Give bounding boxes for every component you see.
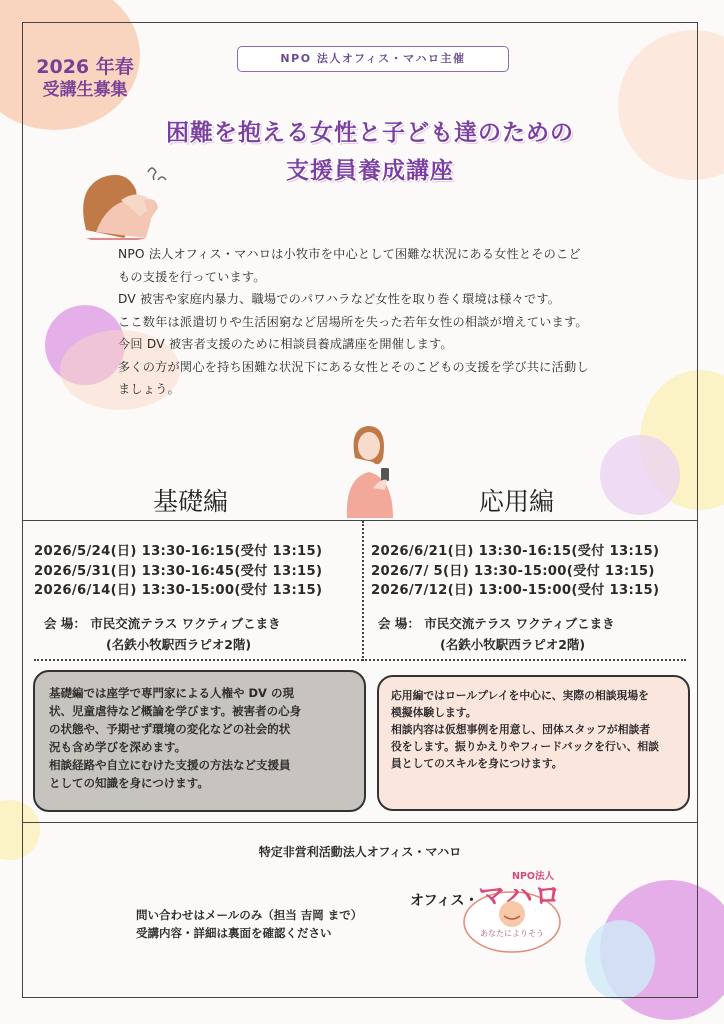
section-divider-dotted bbox=[34, 659, 686, 661]
applied-section-label: 応用編 bbox=[479, 487, 555, 516]
basic-section-label: 基礎編 bbox=[153, 487, 229, 516]
logo-prefix: オフィス・ bbox=[410, 893, 479, 909]
recruitment-badge-year: 2026 年春 bbox=[36, 56, 134, 78]
basic-venue-name: 会 場： 市民交流テラス ワクティブこまき bbox=[44, 616, 281, 631]
logo-tagline: あなたによりそう bbox=[480, 929, 544, 938]
recruitment-badge-text: 受講生募集 bbox=[42, 80, 128, 100]
basic-venue bbox=[44, 613, 281, 655]
intro-line: NPO 法人オフィス・マハロは小牧市を中心として困難な状況にある女性とそのこど bbox=[118, 247, 581, 261]
logo-npo-badge: NPO法人 bbox=[512, 871, 554, 882]
recruitment-badge bbox=[30, 56, 140, 102]
basic-venue-location: (名鉄小牧駅西ラピオ2階) bbox=[106, 637, 252, 652]
woman-with-phone-illustration bbox=[333, 418, 403, 518]
page-title-line1: 困難を抱える女性と子ども達のための bbox=[166, 120, 574, 146]
organizer-label: NPO 法人オフィス・マハロ主催 bbox=[237, 46, 509, 72]
applied-description-line: 相談内容は仮想事例を用意し、団体スタッフが相談者 bbox=[391, 723, 651, 736]
logo-main: マハロ bbox=[478, 881, 562, 912]
basic-description-line: 状、児童虐待など概論を学びます。被害者の心身 bbox=[49, 704, 302, 718]
applied-venue bbox=[378, 613, 615, 655]
applied-description-box bbox=[377, 675, 690, 811]
applied-date: 2026/6/21(日) 13:30-16:15(受付 13:15) bbox=[371, 544, 660, 559]
basic-description-line: の状態や、予期せず環境の変化などの社会的状 bbox=[49, 722, 291, 736]
intro-line: ましょう。 bbox=[118, 382, 180, 396]
basic-date: 2026/6/14(日) 13:30-15:00(受付 13:15) bbox=[34, 583, 323, 598]
intro-line: 今回 DV 被害者支援のために相談員養成講座を開催します。 bbox=[118, 337, 453, 351]
intro-line: 多くの方が関心を持ち困難な状況下にある女性とそのこどもの支援を学び共に活動し bbox=[118, 359, 589, 374]
applied-description-line: 員としてのスキルを身につけます。 bbox=[391, 757, 563, 770]
footer-organization: 特定非営利活動法人オフィス・マハロ bbox=[258, 845, 462, 859]
basic-date: 2026/5/24(日) 13:30-16:15(受付 13:15) bbox=[34, 544, 323, 559]
intro-line: もの支援を行っています。 bbox=[118, 269, 266, 284]
applied-description-line: 役をします。振りかえりやフィードバックを行い、相談 bbox=[391, 740, 659, 753]
applied-venue-name: 会 場： 市民交流テラス ワクティブこまき bbox=[378, 616, 615, 631]
applied-date: 2026/7/12(日) 13:00-15:00(受付 13:15) bbox=[371, 583, 660, 598]
basic-date: 2026/5/31(日) 13:30-16:45(受付 13:15) bbox=[34, 563, 323, 579]
basic-description-line: 況も含め学びを深めます。 bbox=[49, 740, 187, 754]
contact-info bbox=[136, 906, 362, 942]
section-divider-bottom bbox=[22, 822, 698, 823]
applied-description-line: 模擬体験します。 bbox=[391, 706, 477, 719]
intro-text bbox=[118, 243, 663, 401]
section-divider-top bbox=[22, 520, 698, 521]
applied-date: 2026/7/ 5(日) 13:30-15:00(受付 13:15) bbox=[371, 563, 655, 579]
applied-description-line: 応用編ではロールプレイを中心に、実際の相談現場を bbox=[391, 689, 649, 702]
basic-description-line: 相談経路や自立にむけた支援の方法など支援員 bbox=[49, 758, 291, 772]
basic-description-box bbox=[33, 670, 366, 812]
applied-dates bbox=[371, 542, 659, 601]
applied-venue-location: (名鉄小牧駅西ラピオ2階) bbox=[440, 637, 586, 652]
basic-description-line: 基礎編では座学で専門家による人権や DV の現 bbox=[49, 686, 294, 700]
basic-dates bbox=[34, 542, 322, 601]
contact-line: 問い合わせはメールのみ（担当 吉岡 まで） bbox=[136, 908, 363, 922]
mahalo-logo bbox=[404, 864, 564, 956]
page-title-line2: 支援員養成講座 bbox=[286, 158, 454, 184]
basic-description-line: としての知識を身につけます。 bbox=[49, 776, 209, 790]
thinking-woman-illustration bbox=[66, 160, 176, 240]
contact-line: 受講内容・詳細は裏面を確認ください bbox=[136, 926, 332, 940]
intro-line: DV 被害や家庭内暴力、職場でのパワハラなど女性を取り巻く環境は様々です。 bbox=[118, 292, 561, 306]
intro-line: ここ数年は派遣切りや生活困窮など居場所を失った若年女性の相談が増えています。 bbox=[118, 314, 588, 329]
column-divider bbox=[362, 521, 364, 661]
